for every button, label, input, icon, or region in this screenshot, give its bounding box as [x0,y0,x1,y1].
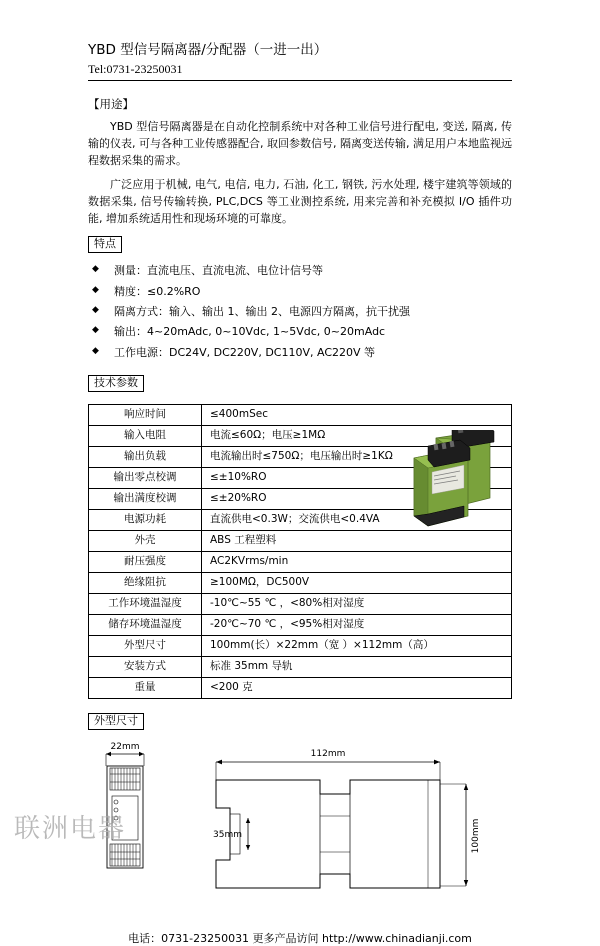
list-item [88,343,512,363]
feature-text: 精度：≤0.2%RO [114,284,201,298]
dimension-label-length: 112mm [310,749,346,760]
list-item [88,261,512,281]
product-photo [392,430,522,540]
dimensions-section-title: 外型尺寸 [88,713,144,730]
dimension-label-height: 100mm [471,818,481,854]
table-row [89,615,512,636]
spec-value: AC2KVrms/min [202,552,512,573]
document-header [88,38,512,81]
dimensions-section [88,711,512,920]
spec-value: ≤400mSec [202,405,512,426]
features-list [88,261,512,363]
spec-key: 绝缘阻抗 [89,573,202,594]
header-tel: Tel:0731-23250031 [88,62,183,76]
diamond-bullet-icon: ◆ [92,345,99,356]
diamond-bullet-icon: ◆ [92,264,99,275]
spec-value: 电流≤60Ω；电压≥1MΩ [202,426,512,447]
spec-key: 安装方式 [89,657,202,678]
feature-text: 测量：直流电压、直流电流、电位计信号等 [114,264,323,278]
usage-section [88,95,512,227]
spec-key: 输出满度校调 [89,489,202,510]
spec-value: ≤±20%RO [202,489,512,510]
spec-key: 工作环境温湿度 [89,594,202,615]
table-row [89,636,512,657]
spec-value: 标准 35mm 导轨 [202,657,512,678]
list-item [88,322,512,342]
page-title: YBD 型信号隔离器/分配器（一进一出） [88,42,328,58]
spec-key: 重量 [89,678,202,699]
spec-value: ≤±10%RO [202,468,512,489]
dimension-drawing [88,740,512,920]
table-row [89,678,512,699]
spec-value: -10℃~55 ℃ ，<80%相对湿度 [202,594,512,615]
spec-value: 电流输出时≤750Ω；电压输出时≥1KΩ [202,447,512,468]
usage-paragraph-2: 广泛应用于机械, 电气, 电信, 电力, 石油, 化工, 钢铁, 污水处理, 楼宇建筑等领域的数据采集, 信号传输转换, PLC,DCS 等工业测控系统, 用来完善和补充模拟 I/O 插件功能, 增加系统适用性和现场环境的可靠度。 [88,178,512,226]
spec-key: 外型尺寸 [89,636,202,657]
usage-section-title: 【用途】 [88,97,134,111]
feature-text: 工作电源：DC24V, DC220V, DC110V, AC220V 等 [114,345,376,359]
spec-key: 储存环境温湿度 [89,615,202,636]
diamond-bullet-icon: ◆ [92,305,99,316]
spec-key: 输出负载 [89,447,202,468]
table-row [89,552,512,573]
spec-key: 耐压强度 [89,552,202,573]
document-content [88,38,512,946]
spec-key: 输出零点校调 [89,468,202,489]
spec-value: 直流供电<0.3W；交流供电<0.4VA [202,510,512,531]
table-row [89,405,512,426]
list-item [88,282,512,302]
table-row [89,573,512,594]
spec-value: ≥100MΩ，DC500V [202,573,512,594]
dimension-label-width: 22mm [110,742,140,753]
spec-key: 输入电阻 [89,426,202,447]
spec-value: <200 克 [202,678,512,699]
spec-value: ABS 工程塑料 [202,531,512,552]
spec-key: 响应时间 [89,405,202,426]
spec-key: 电源功耗 [89,510,202,531]
spec-key: 外壳 [89,531,202,552]
table-row [89,594,512,615]
dimension-label-inner: 35mm [213,830,242,841]
spec-value: -20℃~70 ℃ ，<95%相对湿度 [202,615,512,636]
diamond-bullet-icon: ◆ [92,325,99,336]
specs-section-title: 技术参数 [88,375,144,392]
diamond-bullet-icon: ◆ [92,284,99,295]
feature-text: 隔离方式：输入、输出 1、输出 2、电源四方隔离，抗干扰强 [114,305,410,319]
features-section-title: 特点 [88,236,122,253]
features-section [88,234,512,363]
spec-value: 100mm(长）×22mm（宽 ）×112mm（高） [202,636,512,657]
list-item [88,302,512,322]
header-divider [88,80,512,81]
feature-text: 输出：4~20mAdc, 0~10Vdc, 1~5Vdc, 0~20mAdc [114,325,386,339]
footer-contact: 电话：0731-23250031 更多产品访问 http://www.chinadianji.com [128,932,472,946]
usage-paragraph-1: YBD 型信号隔离器是在自动化控制系统中对各种工业信号进行配电, 变送, 隔离, 传输的仪表, 可与各种工业传感器配合, 取回参数信号, 隔离变送传输, 满足用户本地监视远程数据采集的需求。 [88,120,512,168]
watermark: 联洲电器 [14,814,127,844]
table-row [89,657,512,678]
